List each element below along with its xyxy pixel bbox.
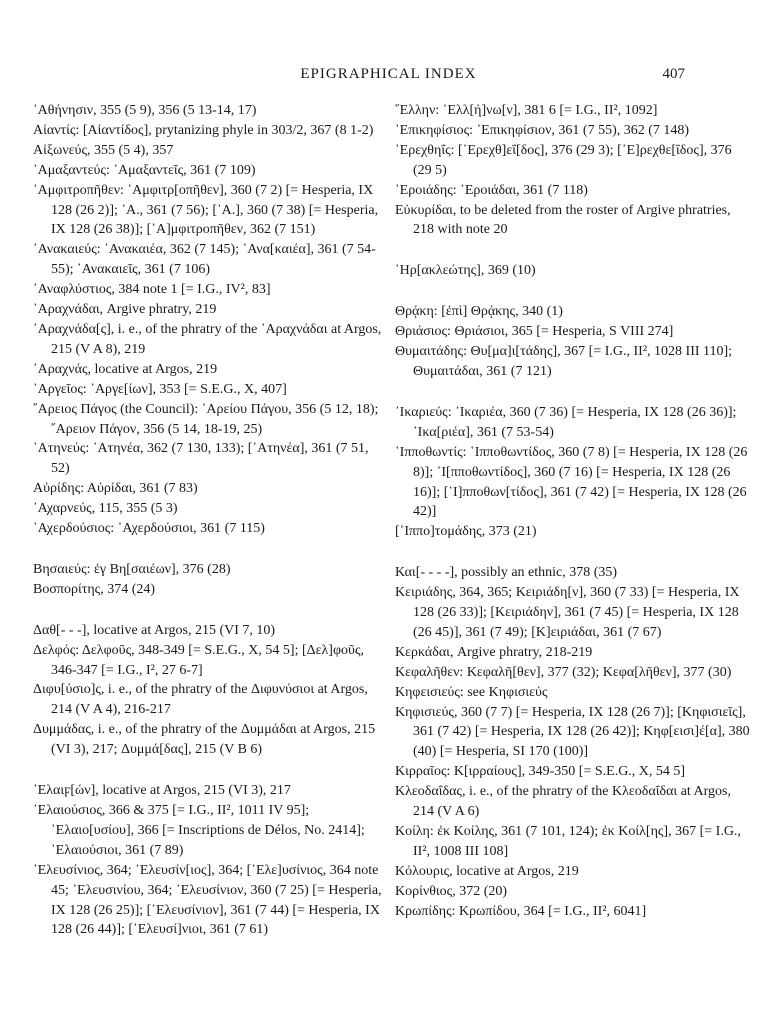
index-entry: Θριάσιος: Θριάσιοι, 365 [= Hesperia, S VIII 274]	[395, 324, 674, 340]
index-entry: Κόλουρις, locative at Argos, 219	[395, 863, 579, 879]
index-entry: Κορίνθιος, 372 (20)	[395, 883, 508, 899]
section-gap	[395, 542, 750, 563]
section-gap	[33, 600, 388, 621]
index-entry: [῾Ιππο]τομάδης, 373 (21)	[395, 524, 537, 540]
index-entry: Κεφαλῆθεν: Κεφαλῆ[θεν], 377 (32); Κεφα[λῆθεν], 377 (30)	[395, 664, 732, 680]
left-column	[33, 101, 388, 940]
index-entry: ᾿Αναφλύστιος, 384 note 1 [= I.G., IV², 83]	[33, 282, 271, 298]
index-entry: Δαθ[- - -], locative at Argos, 215 (VI 7, 10)	[33, 622, 276, 638]
index-entry: ᾿Ατηνεύς: ᾿Ατηνέα, 362 (7 130, 133); [᾿Ατηνέα], 361 (7 51, 52)	[33, 441, 369, 477]
right-column	[395, 101, 750, 922]
index-entry: Θυμαιτάδης: Θυ[μα]ι[τάδης], 367 [= I.G., II², 1028 III 110]; Θυμαιτάδαι, 361 (7 121)	[395, 344, 733, 379]
index-entry: ᾿Αχαρνεύς, 115, 355 (5 3)	[33, 501, 178, 517]
page-number: 407	[662, 66, 685, 82]
index-entry: ᾿Ικαριεύς: ᾿Ικαριέα, 360 (7 36) [= Hesperia, IX 128 (26 36)]; ᾿Ικα[ριέα], 361 (7 53-54)	[395, 404, 737, 440]
index-entry: Κηφεισιεύς: see Κηφισιεύς	[395, 684, 548, 700]
section-gap	[33, 539, 388, 560]
index-entry: Αἰαντίς: [Αἰαντίδος], prytanizing phyle in 303/2, 367 (8 1-2)	[33, 122, 374, 138]
running-header	[0, 66, 777, 86]
index-entry: Εὐκυρίδαι, to be deleted from the roster of Argive phratries, 218 with note 20	[395, 202, 731, 238]
section-gap	[33, 760, 388, 781]
index-entry: ᾿Ελευσίνιος, 364; ᾿Ελευσίν[ιος], 364; [᾿Ελε]υσίνιος, 364 note 45; ᾿Ελευσινίου, 364; ᾿Ελευσίνιον, 360 (7 25) [= Hesperia, IX 128 (26 25)]; [᾿Ελευσίνιον], 361 (7 44) [= Hesperia, IX 128 (26 44)]; [᾿Ελευσί]νιοι, 361 (7 61)	[33, 862, 382, 938]
index-entry: ᾿Ελαιούσιος, 366 & 375 [= I.G., II², 1011 IV 95]; ᾿Ελαιο[υσίου], 366 [= Inscriptions de Délos, No. 2414]; ᾿Ελαιούσιοι, 361 (7 89)	[33, 803, 365, 858]
index-entry: ᾿Αθήνησιν, 355 (5 9), 356 (5 13-14, 17)	[33, 103, 257, 118]
index-entry: Δελφός: Δελφοῦς, 348-349 [= S.E.G., X, 54 5]; [Δελ]φοῦς, 346-347 [= I.G., I², 27 6-7]	[33, 642, 365, 678]
index-entry: ᾿Αραχνάδα[ς], i. e., of the phratry of the ᾿Αραχνάδαι at Argos, 215 (V A 8), 219	[33, 321, 382, 357]
index-entry: ᾿Αργεῖος: ᾿Αργε[ίων], 353 [= S.E.G., X, 407]	[33, 381, 287, 397]
section-gap	[395, 382, 750, 403]
index-entry: Αὐρίδης: Αὐρίδαι, 361 (7 83)	[33, 481, 198, 497]
index-entry: ᾿Αμφιτροπῆθεν: ᾿Αμφιτρ[οπῆθεν], 360 (7 2) [= Hesperia, IX 128 (26 2)]; ᾿Α., 361 (7 56); [᾿Α.], 360 (7 38) [= Hesperia, IX 128 (26 38)]; [᾿Α]μφιτροπῆθεν, 362 (7 151)	[33, 182, 379, 238]
index-entry: ᾿Αμαξαντεύς: ᾿Αμαξαντεῖς, 361 (7 109)	[33, 162, 256, 178]
index-entry: Κηφισιεύς, 360 (7 7) [= Hesperia, IX 128 (26 7)]; [Κηφισιεῖς], 361 (7 42) [= Hesperia, IX 128 (26 42)]; Κηφ[εισι]έ[α], 380 (40) [= Hesperia, SI 170 (100)]	[395, 704, 750, 760]
index-entry: Κειριάδης, 364, 365; Κειριάδη[ν], 360 (7 33) [= Hesperia, IX 128 (26 33)]; [Κειριάδην], 361 (7 45) [= Hesperia, IX 128 (26 45)], 361 (7 49); [Κ]ειριάδαι, 361 (7 67)	[395, 585, 740, 640]
index-entry: Και[- - - -], possibly an ethnic, 378 (35)	[395, 565, 618, 581]
index-entry: ᾿Επικηφίσιος: ᾿Επικηφίσιον, 361 (7 55), 362 (7 148)	[395, 122, 690, 138]
index-entry: ᾿Αχερδούσιος: ᾿Αχερδούσιοι, 361 (7 115)	[33, 521, 265, 537]
section-gap	[395, 240, 750, 261]
index-entry: Κιρραῖος: Κ[ιρραίους], 349-350 [= S.E.G., X, 54 5]	[395, 764, 686, 780]
index-entry: Θρᾴκη: [ἐπὶ] Θρᾴκης, 340 (1)	[395, 304, 563, 320]
index-entry: Κοίλη: ἐκ Κοίλης, 361 (7 101, 124); ἐκ Κοίλ[ης], 367 [= I.G., II², 1008 III 108]	[395, 824, 741, 859]
page-title: EPIGRAPHICAL INDEX	[300, 66, 477, 82]
index-entry: ᾿Αραχνάδαι, Argive phratry, 219	[33, 302, 217, 318]
index-entry: Κρωπίδης: Κρωπίδου, 364 [= I.G., II², 6041]	[395, 903, 647, 919]
index-entry: ᾿Ερεχθηΐς: [᾿Ερεχθ]εΐ[δος], 376 (29 3); [᾿Ε]ρεχθε[ΐδος], 376 (29 5)	[395, 142, 732, 178]
index-entry: ῎Αρειος Πάγος (the Council): ᾿Αρείου Πάγου, 356 (5 12, 18); ῎Αρειον Πάγον, 356 (5 14, 18-19, 25)	[33, 401, 379, 437]
index-entry: Δυμμάδας, i. e., of the phratry of the Δυμμάδαι at Argos, 215 (VI 3), 217; Δυμμά[δας], 215 (V B 6)	[33, 722, 376, 758]
index-entry: ῞Ελλην: ῾Ελλ[ή]νω[ν], 381 6 [= I.G., II², 1092]	[395, 103, 658, 118]
index-entry: ῾Ιπποθωντίς: ῾Ιπποθωντίδος, 360 (7 8) [= Hesperia, IX 128 (26 8)]; ῾Ι[πποθωντίδος], 360 (7 16) [= Hesperia, IX 128 (26 16)]; [῾Ι]πποθων[τίδος], 361 (7 42) [= Hesperia, IX 128 (26 42)]	[395, 444, 748, 520]
section-gap	[395, 281, 750, 302]
index-entry: ᾿Ανακαιεύς: ᾿Ανακαιέα, 362 (7 145); ᾿Ανα[καιέα], 361 (7 54-55); ᾿Ανακαιεῖς, 361 (7 106)	[33, 242, 376, 278]
index-entry: ᾿Εροιάδης: ᾿Εροιάδαι, 361 (7 118)	[395, 182, 588, 198]
index-entry: Κερκάδαι, Argive phratry, 218-219	[395, 644, 593, 660]
index-entry: Βοσπορίτης, 374 (24)	[33, 581, 156, 597]
index-entry: ᾿Αραχνάς, locative at Argos, 219	[33, 361, 218, 377]
index-entry: ᾿Ελαιϝ[ών], locative at Argos, 215 (VI 3), 217	[33, 783, 291, 799]
index-entry: Βησαιεύς: ἐγ Βη[σαιέων], 376 (28)	[33, 561, 231, 577]
index-entry: ῾Ηρ[ακλεώτης], 369 (10)	[395, 263, 536, 279]
index-entry: Διφυ[ύσιο]ς, i. e., of the phratry of the Διφυνύσιοι at Argos, 214 (V A 4), 216-217	[33, 682, 368, 718]
index-entry: Αἰξωνεύς, 355 (5 4), 357	[33, 142, 174, 158]
index-entry: Κλεοδαΐδας, i. e., of the phratry of the Κλεοδαΐδαι at Argos, 214 (V A 6)	[395, 784, 731, 820]
